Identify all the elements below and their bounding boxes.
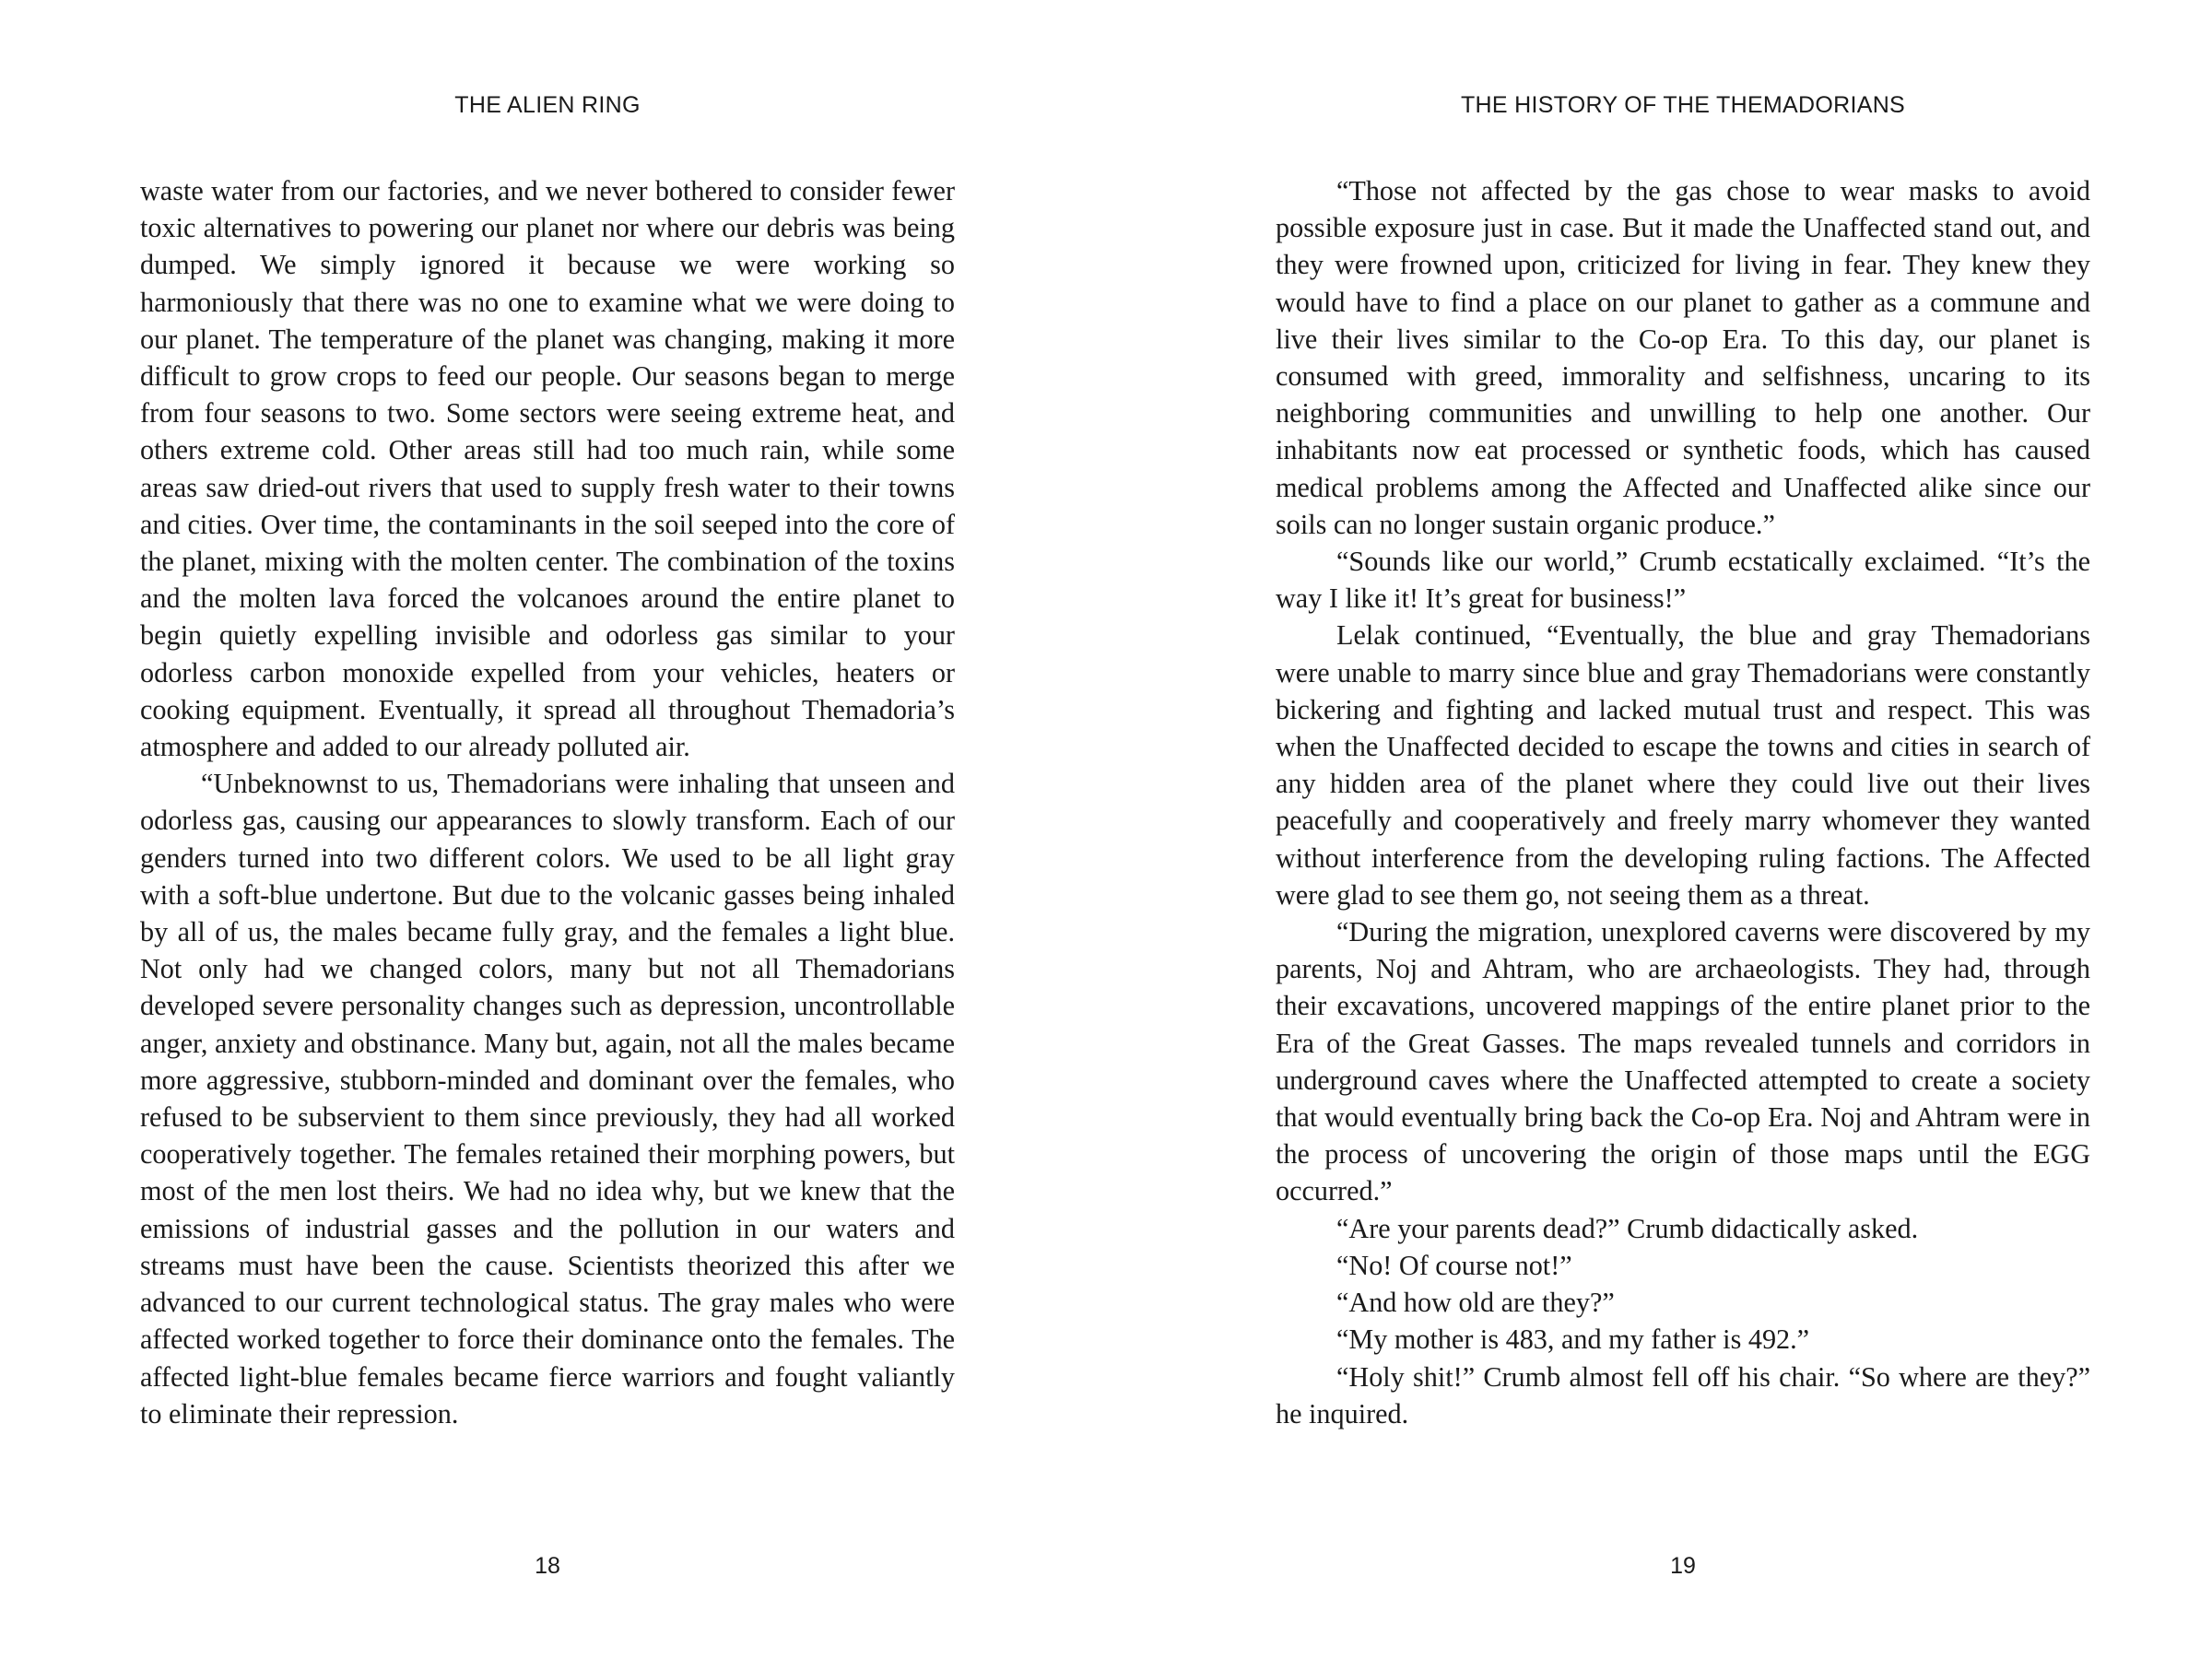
paragraph: “Are your parents dead?” Crumb didactically asked.	[1336, 1212, 1919, 1244]
paragraph: “Holy shit!” Crumb almost fell off his chair. “So where are they?” he inquired.	[1276, 1360, 2090, 1430]
paragraph: “Those not affected by the gas chose to wear masks to avoid possible exposure just in case. But it made the Unaffected stand out, and they were frowned upon, criticized for living in fear. They knew they would have to find a place on our planet to gather as a commune and live their lives similar to the Co-op Era. To this day, our planet is consumed with greed, immorality and selfishness, uncaring to its neighboring communities and unwilling to help one another. Our inhabitants now eat processed or synthetic foods, which has caused medical problems among the Affected and Unaffected alike since our soils can no longer sustain organic produce.”	[1276, 175, 2090, 540]
paragraph: “During the migration, unexplored caverns were discovered by my parents, Noj and Ahtram, who are archaeologists. They had, through their excavations, uncovered mappings of the entire planet prior to the Era of the Great Gasses. The maps revealed tunnels and corridors in underground caves where the Unaffected attempted to create a society that would eventually bring back the Co-op Era. Noj and Ahtram were in the process of uncovering the origin of those maps until the EGG occurred.”	[1276, 916, 2090, 1207]
left-page	[140, 0, 955, 1659]
right-page-body-text	[1276, 172, 2090, 1432]
page-number: 19	[1670, 1553, 1696, 1579]
paragraph: Lelak continued, “Eventually, the blue and gray Themadorians were unable to marry since blue and gray Themadorians were constantly bickering and fighting and lacked mutual trust and respect. This was when the Unaffected decided to escape the towns and cities in search of any hidden area of the planet where they could live out their lives peacefully and cooperatively and freely marry whomever they wanted without interference from the developing ruling factions. The Affected were glad to see them go, not seeing them as a threat.	[1276, 619, 2090, 911]
paragraph: “No! Of course not!”	[1336, 1249, 1572, 1281]
right-page	[1276, 0, 2090, 1659]
page-number: 18	[535, 1553, 560, 1579]
paragraph: “My mother is 483, and my father is 492.”	[1336, 1324, 1810, 1356]
paragraph: “Sounds like our world,” Crumb ecstatically exclaimed. “It’s the way I like it! It’s great for business!”	[1276, 546, 2090, 615]
paragraph: “And how old are they?”	[1336, 1287, 1615, 1319]
paragraph: “Unbeknownst to us, Themadorians were inhaling that unseen and odorless gas, causing our appearances to slowly transform. Each of our genders turned into two different colors. We used to be all light gray with a soft-blue undertone. But due to the volcanic gasses being inhaled by all of us, the males became fully gray, and the females a light blue. Not only had we changed colors, many but not all Themadorians developed severe personality changes such as depression, uncontrollable anger, anxiety and obstinance. Many but, again, not all the males became more aggressive, stubborn-minded and dominant over the females, who refused to be subservient to them since previously, they had all worked cooperatively together. The females retained their morphing powers, but most of the men lost theirs. We had no idea why, but we knew that the emissions of industrial gasses and the pollution in our waters and streams must have been the cause. Scientists theorized this after we advanced to our current technological status. The gray males who were affected worked together to force their dominance onto the females. The affected light-blue females became fierce warriors and fought valiantly to eliminate their repression.	[140, 768, 955, 1430]
left-page-body-text	[140, 172, 955, 1432]
running-head-chapter-title: THE HISTORY OF THE THEMADORIANS	[1460, 92, 1906, 118]
running-head-book-title: THE ALIEN RING	[454, 92, 641, 118]
paragraph: waste water from our factories, and we never bothered to consider fewer toxic alternatives to powering our planet nor where our debris was being dumped. We simply ignored it because we were working so harmoniously that there was no one to examine what we were doing to our planet. The temperature of the planet was changing, making it more difficult to grow crops to feed our people. Our seasons began to merge from four seasons to two. Some sectors were seeing extreme heat, and others extreme cold. Other areas still had too much rain, while some areas saw dried-out rivers that used to supply fresh water to their towns and cities. Over time, the contaminants in the soil seeped into the core of the planet, mixing with the molten center. The combination of the toxins and the molten lava forced the volcanoes around the entire planet to begin quietly expelling invisible and odorless gas similar to your odorless carbon monoxide expelled from your vehicles, heaters or cooking equipment. Eventually, it spread all throughout Themadoria’s atmosphere and added to our already polluted air.	[140, 175, 955, 763]
